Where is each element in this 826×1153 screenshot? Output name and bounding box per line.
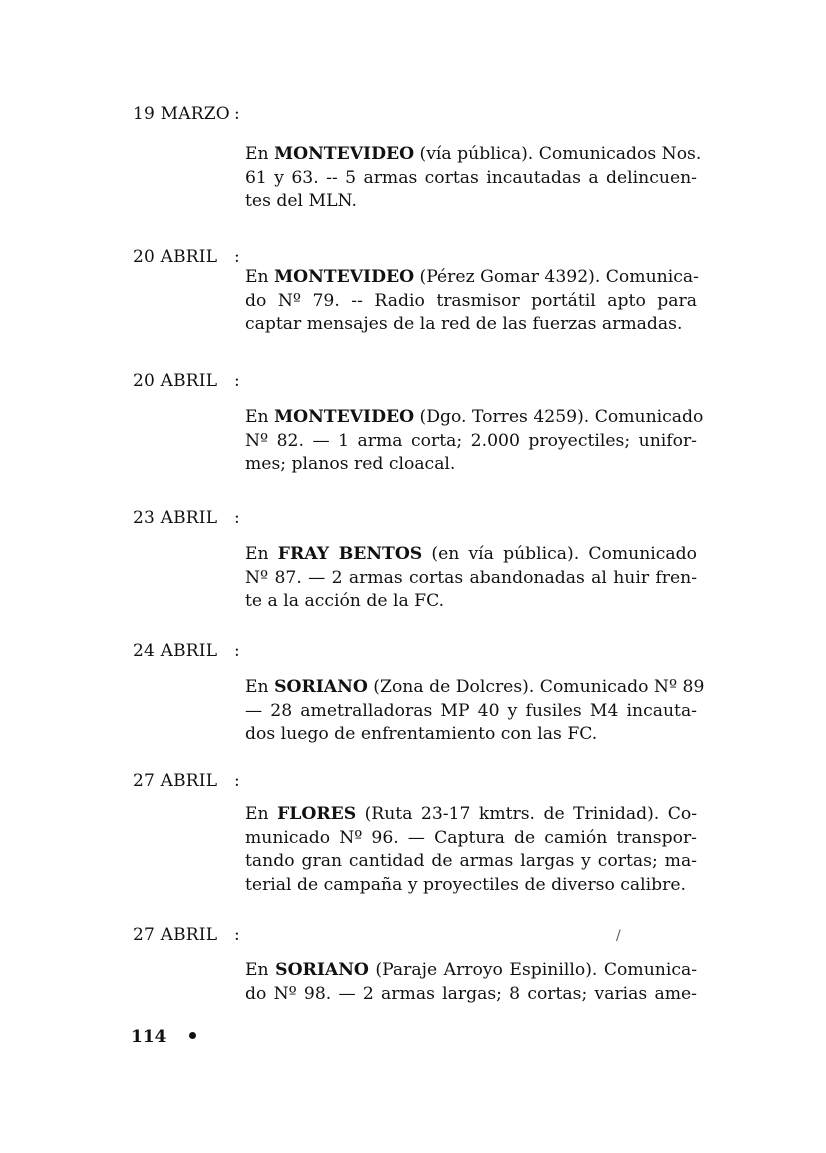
entry-text: En MONTEVIDEO (vía pública). Comunicados Nos. 61 y 63. -- 5 armas cortas incautadas a delincuen- tes del MLN. [245,144,702,211]
entry-text: En MONTEVIDEO (Pérez Gomar 4392). Comunica- do Nº 79. -- Radio trasmisor portátil apto para captar mensajes de la red de las fuerzas armadas. [245,267,699,334]
ink-mark: / [616,928,621,944]
page-footer [131,1027,196,1047]
entry-date: 24 ABRIL : [133,641,240,661]
entry-text: En SORIANO (Zona de Dolcres). Comunicado Nº 89 — 28 ametralladoras MP 40 y fusiles M4 incauta- dos luego de enfrentamiento con las FC. [245,677,705,744]
entry-date: 27 ABRIL : [133,925,240,945]
entry-text: En MONTEVIDEO (Dgo. Torres 4259). Comunicado Nº 82. — 1 arma corta; 2.000 proyectiles; unifor- mes; planos red cloacal. [245,407,704,474]
entry-text: En FRAY BENTOS (en vía pública). Comunicado Nº 87. — 2 armas cortas abandonadas al huir fren- te a la acción de la FC. [245,544,697,611]
place-name: FRAY BENTOS [277,544,423,564]
entry-text: En FLORES (Ruta 23-17 kmtrs. de Trinidad). Co- municado Nº 96. — Captura de camión transpor- tando gran cantidad de armas largas y cortas; ma- terial de campaña y proyectiles de diverso calibre. [245,804,698,895]
entry-date: 27 ABRIL : [133,771,240,791]
place-name: SORIANO [274,677,368,697]
place-name: FLORES [277,804,357,824]
page-number: 114 [131,1027,167,1047]
entry-date: 20 ABRIL : [133,247,240,267]
entry-date: 19 MARZO : [133,104,240,124]
bullet-icon [189,1032,196,1039]
entry-date: 20 ABRIL : [133,371,240,391]
entry-date: 23 ABRIL : [133,508,240,528]
place-name: SORIANO [275,960,369,980]
place-name: MONTEVIDEO [274,407,415,427]
place-name: MONTEVIDEO [274,144,415,164]
entry-text: En SORIANO (Paraje Arroyo Espinillo). Comunica- do Nº 98. — 2 armas largas; 8 cortas; varias ame- [245,960,698,1004]
place-name: MONTEVIDEO [274,267,415,287]
